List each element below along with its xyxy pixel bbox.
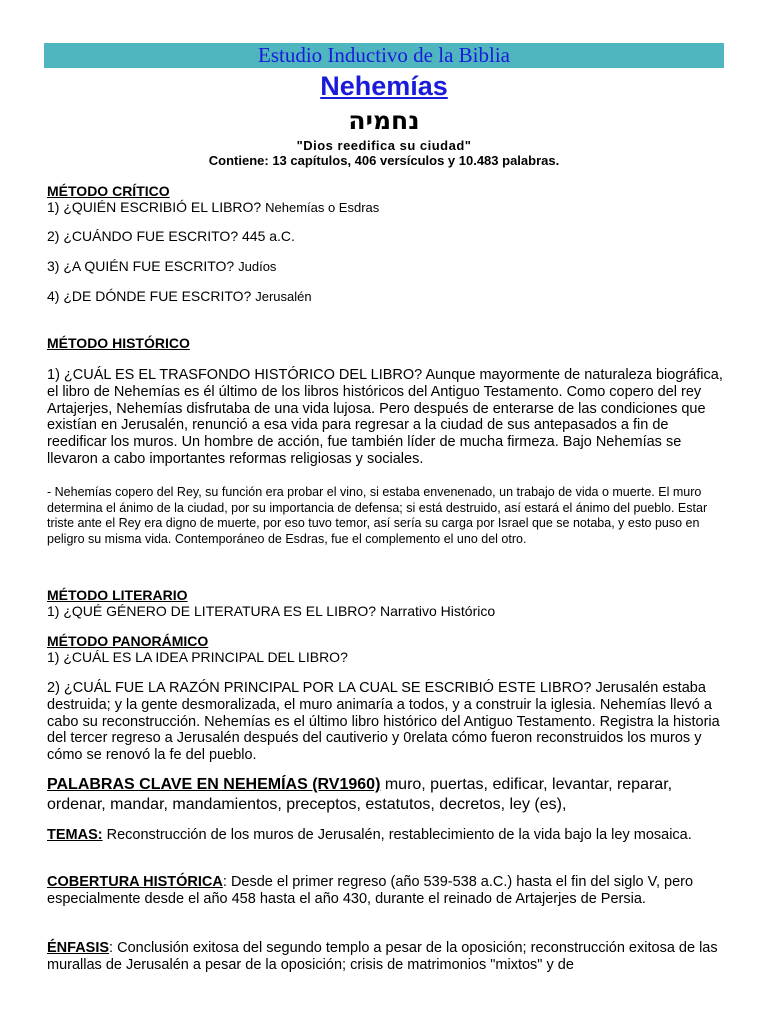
answer-text: Narrativo Histórico [379, 603, 496, 619]
question-row [47, 603, 727, 619]
answer-text: Jerusalén [255, 289, 312, 304]
question-row [47, 288, 727, 305]
section-heading: MÉTODO LITERARIO [47, 587, 188, 603]
question-row [47, 199, 727, 216]
historical-coverage [47, 874, 727, 908]
historical-background [47, 367, 727, 468]
question-text: 1) ¿QUIÉN ESCRIBIÓ EL LIBRO? [47, 199, 262, 215]
question-row [47, 228, 727, 244]
answer-text: 445 a.C. [242, 228, 295, 244]
section-metodo-literario [47, 587, 727, 619]
question-text: 2) ¿CUÁNDO FUE ESCRITO? [47, 228, 239, 244]
themes [47, 827, 727, 844]
section-heading: MÉTODO CRÍTICO [47, 183, 170, 199]
keywords-text: muro, puertas, edificar, levantar, reparar, ordenar, mandar, mandamientos, preceptos, estatutos, decretos, ley (es), [47, 776, 673, 813]
question-text: 1) ¿CUÁL ES LA IDEA PRINCIPAL DEL LIBRO? [47, 649, 348, 665]
question-text: 3) ¿A QUIÉN FUE ESCRITO? [47, 258, 235, 274]
coverage-label: COBERTURA HISTÓRICA [47, 874, 223, 890]
themes-label: TEMAS: [47, 827, 103, 843]
coverage-text: : Desde el primer regreso (año 539-538 a.C.) hasta el fin del siglo V, pero especialmente desde el año 458 hasta el año 430, durante el reinado de Artajerjes de Persia. [47, 874, 694, 907]
book-subtitle: "Dios reedifica su ciudad" [296, 138, 472, 153]
answer-text: Judíos [238, 259, 277, 274]
hebrew-title: נחמיה [348, 106, 420, 135]
answer-text: Aunque mayormente de naturaleza biográfica, el libro de Nehemías es él último de los libros históricos del Antiguo Testamento. Como copero del rey Artajerjes, Nehemías disfrutaba de una vida lujosa. Pero después de enterarse de las condiciones que existían en Jerusalén, renunció a esa vida para regresar a la ciudad de sus antepasados a fin de reedificar los muros. Un hombre de acción, fue también líder de mucha firmeza. Bajo Nehemías se llevaron a cabo importantes reformas religiosas y sociales. [47, 367, 723, 467]
main-reason [47, 680, 727, 764]
book-stats: Contiene: 13 capítulos, 406 versículos y 10.483 palabras. [208, 153, 560, 168]
answer-text: Nehemías o Esdras [265, 200, 380, 215]
section-heading: MÉTODO HISTÓRICO [47, 335, 190, 351]
answer-text: Jerusalén estaba destruida; y la gente desmoralizada, el muro animaría a todos, y a construir la iglesia. Nehemías llevó a cabo su reconstrucción. Nehemías es el último libro histórico del Antiguo Testamento. Registra la historia del tercer regreso a Jerusalén después del cautiverio y 0relata cómo fueron reconstruidos los muros y cómo se renovó la fe del pueblo. [47, 680, 720, 764]
question-text: 1) ¿QUÉ GÉNERO DE LITERATURA ES EL LIBRO? [47, 603, 377, 619]
question-row [47, 258, 727, 275]
keywords [47, 775, 727, 815]
emphasis-text: : Conclusión exitosa del segundo templo a pesar de la oposición; reconstrucción exitosa de las murallas de Jerusalén a pesar de la oposición; crisis de matrimonios "mixtos" y de [47, 940, 718, 973]
section-metodo-critico [47, 183, 727, 216]
question-text: 2) ¿CUÁL FUE LA RAZÓN PRINCIPAL POR LA CUAL SE ESCRIBIÓ ESTE LIBRO? [47, 680, 592, 696]
section-heading: MÉTODO PANORÁMICO [47, 633, 209, 649]
question-text: 4) ¿DE DÓNDE FUE ESCRITO? [47, 288, 252, 304]
banner: Estudio Inductivo de la Biblia [44, 43, 724, 68]
historical-note: - Nehemías copero del Rey, su función era probar el vino, si estaba envenenado, un trabajo de vida o muerte. El muro determina el ánimo de la ciudad, por su importancia de defensa; si está destruido, así estará el ánimo del pueblo. Estar triste ante el Rey era digno de muerte, por eso tuvo temor, así sería su carga por Israel que se notaba, y esto puso en peligro su misma vida. Contemporáneo de Esdras, fue el complemento el uno del otro. [47, 485, 708, 546]
emphasis [47, 940, 727, 974]
emphasis-label: ÉNFASIS [47, 940, 110, 956]
question-text: 1) ¿CUÁL ES EL TRASFONDO HISTÓRICO DEL LIBRO? [47, 367, 423, 383]
keywords-label: PALABRAS CLAVE EN NEHEMÍAS (RV1960) [47, 776, 381, 793]
section-metodo-panoramico [47, 633, 727, 665]
themes-text: Reconstrucción de los muros de Jerusalén, restablecimiento de la vida bajo la ley mosaica. [102, 827, 692, 843]
book-title[interactable]: Nehemías [320, 71, 448, 101]
